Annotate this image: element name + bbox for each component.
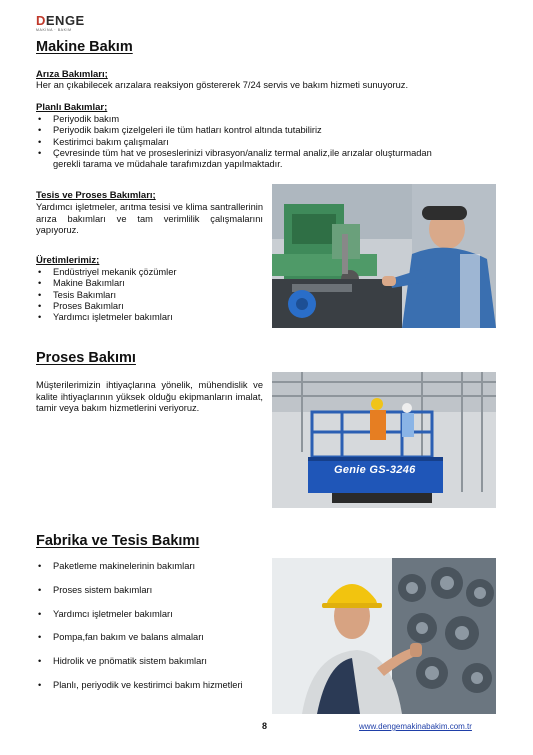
- planli-heading: Planlı Bakımlar;: [36, 102, 108, 113]
- list-item: • Proses sistem bakımları: [36, 585, 264, 596]
- list-item: • Proses Bakımları: [36, 301, 256, 312]
- list-item: • Periyodik bakım çizelgeleri ile tüm hatları kontrol altında tutabiliriz: [36, 125, 456, 136]
- tesis-heading: Tesis ve Proses Bakımları;: [36, 190, 156, 201]
- website-link[interactable]: www.dengemakinabakim.com.tr: [359, 722, 472, 731]
- uretim-list: [36, 267, 256, 323]
- factory-worker-photo: [272, 558, 496, 714]
- list-item: • Çevresinde tüm hat ve proseslerinizi vibrasyon/analiz termal analiz,ile arızalar oluşturmadan gerekli tarama ve müdahale tarafımızdan yapılmaktadır.: [36, 148, 456, 171]
- list-item: • Periyodik bakım: [36, 114, 456, 125]
- uretim-heading: Üretimlerimiz;: [36, 255, 100, 266]
- section-title-fabrika: Fabrika ve Tesis Bakımı: [36, 533, 200, 549]
- factory-worker-illustration: [272, 558, 496, 714]
- list-item: • Yardımcı işletmeler bakımları: [36, 609, 264, 620]
- list-item: • Endüstriyel mekanik çözümler: [36, 267, 256, 278]
- ariza-heading: Arıza Bakımları;: [36, 69, 108, 80]
- list-item: • Planlı, periyodik ve kestirimci bakım hizmetleri: [36, 680, 264, 691]
- list-item: • Kestirimci bakım çalışmaları: [36, 137, 456, 148]
- section-title-proses: Proses Bakımı: [36, 350, 136, 366]
- scissor-lift-illustration: [272, 372, 496, 508]
- proses-text: Müşterilerimizin ihtiyaçlarına yönelik, mühendislik ve kalite ihtiyaçlarının yüksek olduğu ekipmanların imalat, tamir veya bakım hizmetlerini veriyoruz.: [36, 380, 263, 413]
- list-item: • Makine Bakımları: [36, 278, 256, 289]
- planli-list: [36, 114, 456, 170]
- lift-label: Genie GS-3246: [334, 464, 416, 476]
- section-title-makine: Makine Bakım: [36, 39, 133, 55]
- milling-machine-illustration: [272, 184, 496, 328]
- company-logo: [36, 14, 85, 32]
- list-item: • Tesis Bakımları: [36, 290, 256, 301]
- ariza-text: Her an çıkabilecek arızalara reaksiyon göstererek 7/24 servis ve bakım hizmeti sunuyoruz.: [36, 80, 409, 90]
- list-item: • Yardımcı işletmeler bakımları: [36, 312, 256, 323]
- logo-letter: D: [36, 13, 46, 28]
- page-number: 8: [262, 721, 268, 731]
- fabrika-list: [36, 561, 264, 704]
- list-item: • Paketleme makinelerinin bakımları: [36, 561, 264, 572]
- tesis-text: Yardımcı işletmeler, arıtma tesisi ve klima santrallerinin arıza bakımları ve tam verimlilik çalışmalarını yapıyoruz.: [36, 202, 263, 235]
- list-item: • Hidrolik ve pnömatik sistem bakımları: [36, 656, 264, 667]
- list-item: • Pompa,fan bakım ve balans almaları: [36, 632, 264, 643]
- scissor-lift-photo: [272, 372, 496, 508]
- logo-text: ENGE: [45, 13, 85, 28]
- logo-subtitle: MAKİNA · BAKIM: [36, 28, 72, 32]
- machine-maintenance-photo: [272, 184, 496, 328]
